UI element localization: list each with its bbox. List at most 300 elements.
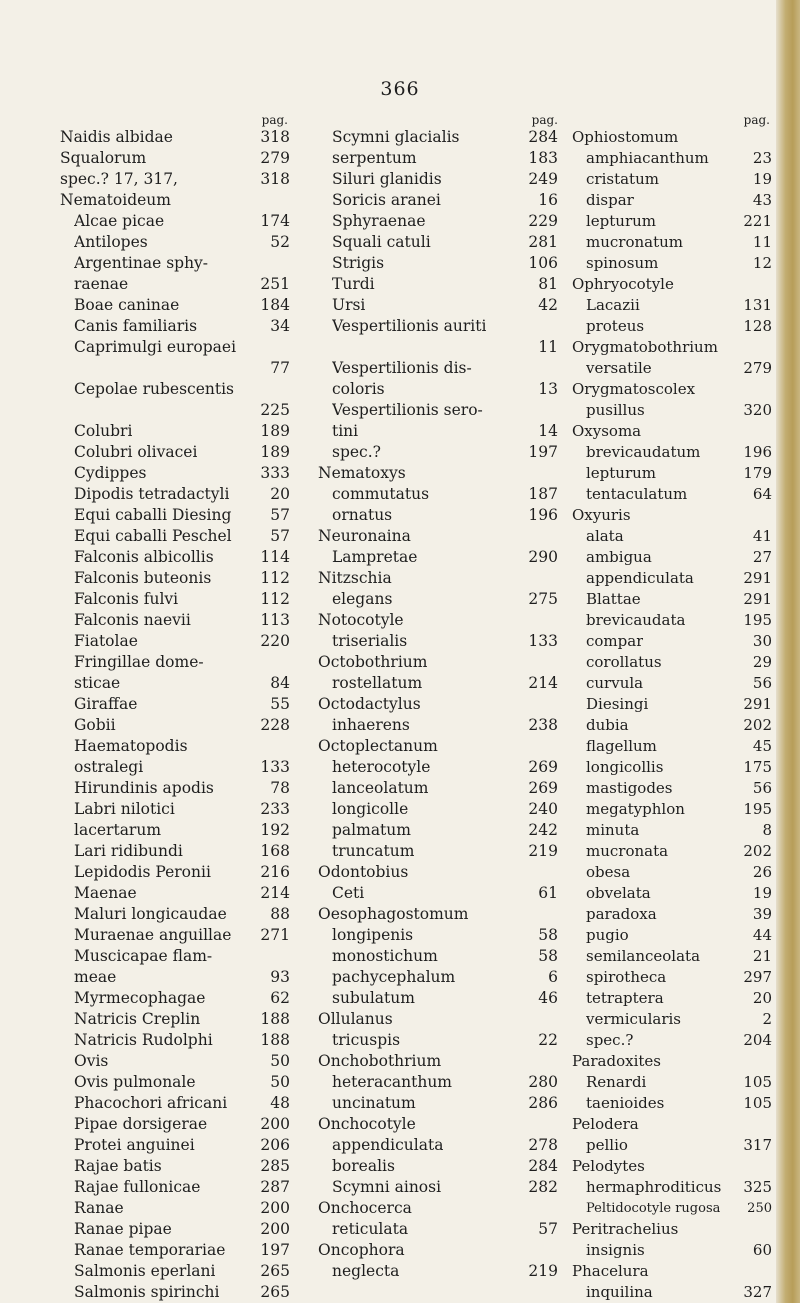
index-entry (60, 799, 290, 820)
index-entry (60, 337, 290, 358)
entry-name: longicollis (586, 758, 664, 776)
pag-header: pag. (743, 113, 770, 127)
entry-page: 106 (528, 254, 558, 272)
index-entry (60, 1177, 290, 1198)
index-column-right (572, 113, 772, 1303)
entry-page: 11 (752, 233, 772, 251)
entry-name: Fiatolae (74, 632, 138, 650)
index-entry (318, 442, 558, 463)
index-entry (318, 337, 558, 358)
entry-name: amphiacanthum (586, 149, 709, 167)
entry-name: spec.? 17, 317, (60, 170, 178, 188)
entry-page: 284 (528, 1157, 558, 1175)
index-entry (318, 400, 558, 421)
entry-page: 317 (743, 1136, 772, 1154)
index-entry (572, 274, 772, 295)
index-entry (60, 841, 290, 862)
entry-page: 27 (752, 548, 772, 566)
entry-page: 269 (528, 758, 558, 776)
index-entry (318, 190, 558, 211)
entry-page: 221 (743, 212, 772, 230)
entry-name: Caprimulgi europaei (74, 338, 237, 356)
entry-name: Lacazii (586, 296, 640, 314)
entry-page: 29 (752, 653, 772, 671)
index-entry (60, 568, 290, 589)
entry-page: 84 (270, 674, 290, 692)
entry-page: 93 (270, 968, 290, 986)
entry-page: 240 (528, 800, 558, 818)
entry-page: 225 (260, 401, 290, 419)
index-entry (572, 1177, 772, 1198)
entry-page: 192 (260, 821, 290, 839)
index-entry (318, 274, 558, 295)
entry-name: Onchocerca (318, 1199, 412, 1217)
entry-page: 26 (752, 863, 772, 881)
entry-page: 251 (260, 275, 290, 293)
index-column-middle (318, 113, 558, 1282)
entry-list (60, 127, 290, 1303)
entry-page: 197 (528, 443, 558, 461)
entry-page: 202 (743, 842, 772, 860)
index-entry (572, 820, 772, 841)
index-entry (572, 694, 772, 715)
entry-page: 325 (743, 1178, 772, 1196)
index-entry (60, 1156, 290, 1177)
entry-page: 77 (270, 359, 290, 377)
index-column-left (60, 113, 290, 1303)
entry-page: 220 (260, 632, 290, 650)
index-entry (318, 148, 558, 169)
entry-name: Onchobothrium (318, 1052, 442, 1070)
index-entry (318, 547, 558, 568)
entry-page: 105 (743, 1094, 772, 1112)
index-entry (60, 442, 290, 463)
index-entry (318, 799, 558, 820)
index-entry (318, 736, 558, 757)
entry-name: Salmonis spirinchi (74, 1283, 220, 1301)
entry-name: Ovis (74, 1052, 109, 1070)
entry-name: semilanceolata (586, 947, 701, 965)
index-entry (60, 358, 290, 379)
entry-page: 112 (260, 569, 290, 587)
entry-page: 228 (260, 716, 290, 734)
entry-name: spec.? (332, 443, 381, 461)
index-entry (60, 1198, 290, 1219)
entry-name: heteracanthum (332, 1073, 453, 1091)
entry-name: Pelodera (572, 1115, 639, 1133)
entry-page: 21 (752, 947, 772, 965)
entry-name: Octodactylus (318, 695, 421, 713)
index-entry (318, 715, 558, 736)
entry-page: 242 (528, 821, 558, 839)
entry-page: 34 (270, 317, 290, 335)
index-entry (572, 1282, 772, 1303)
entry-page: 200 (260, 1199, 290, 1217)
index-entry (60, 1219, 290, 1240)
entry-name: commutatus (332, 485, 430, 503)
entry-name: Nematoxys (318, 464, 406, 482)
index-entry (318, 673, 558, 694)
index-entry (318, 127, 558, 148)
entry-name: Ophiostomum (572, 128, 679, 146)
pag-header: pag. (531, 113, 558, 127)
entry-name: pugio (586, 926, 629, 944)
index-entry (572, 421, 772, 442)
entry-name: Equi caballi Diesing (74, 506, 232, 524)
entry-name: Orygmatoscolex (572, 380, 696, 398)
index-entry (60, 715, 290, 736)
entry-name: subulatum (332, 989, 415, 1007)
entry-name: corollatus (586, 653, 662, 671)
index-entry (572, 715, 772, 736)
entry-name: Vespertilionis dis- (332, 359, 472, 377)
entry-name: hermaphroditicus (586, 1178, 722, 1196)
index-entry (318, 526, 558, 547)
entry-page: 46 (538, 989, 558, 1007)
entry-page: 44 (752, 926, 772, 944)
entry-page: 189 (260, 443, 290, 461)
entry-page: 58 (538, 926, 558, 944)
entry-name: Boae caninae (74, 296, 180, 314)
index-entry (572, 778, 772, 799)
entry-name: Neuronaina (318, 527, 411, 545)
index-entry (572, 295, 772, 316)
entry-page: 279 (260, 149, 290, 167)
index-entry (60, 757, 290, 778)
index-entry (572, 736, 772, 757)
index-entry (60, 169, 290, 190)
entry-name: Vespertilionis auriti (332, 317, 487, 335)
index-entry (572, 1093, 772, 1114)
index-entry (572, 1156, 772, 1177)
entry-name: obesa (586, 863, 631, 881)
entry-page: 61 (538, 884, 558, 902)
entry-page: 2 (762, 1010, 772, 1028)
entry-name: spinosum (586, 254, 659, 272)
entry-name: Dipodis tetradactyli (74, 485, 230, 503)
entry-name: Odontobius (318, 863, 409, 881)
index-entry (60, 295, 290, 316)
entry-page: 13 (538, 380, 558, 398)
index-entry (318, 232, 558, 253)
index-entry (572, 652, 772, 673)
index-entry (60, 253, 290, 274)
entry-name: longicolle (332, 800, 409, 818)
entry-name: spec.? (586, 1031, 634, 1049)
index-entry (572, 253, 772, 274)
index-entry (572, 148, 772, 169)
index-entry (60, 1009, 290, 1030)
entry-name: Octobothrium (318, 653, 428, 671)
index-entry (60, 1114, 290, 1135)
entry-list (318, 127, 558, 1282)
entry-page: 12 (752, 254, 772, 272)
index-entry (60, 820, 290, 841)
entry-name: Lepidodis Peronii (74, 863, 211, 881)
entry-name: Maluri longicaudae (74, 905, 227, 923)
entry-page: 20 (270, 485, 290, 503)
entry-page: 333 (260, 464, 290, 482)
entry-page: 8 (762, 821, 772, 839)
index-entry (572, 127, 772, 148)
entry-name: Oesophagostomum (318, 905, 469, 923)
entry-page: 284 (528, 128, 558, 146)
entry-name: Cydippes (74, 464, 147, 482)
index-entry (572, 904, 772, 925)
index-entry (572, 799, 772, 820)
entry-page: 184 (260, 296, 290, 314)
entry-page: 48 (270, 1094, 290, 1112)
entry-name: lanceolatum (332, 779, 429, 797)
index-entry (318, 1240, 558, 1261)
entry-name: alata (586, 527, 624, 545)
index-entry (318, 904, 558, 925)
entry-name: pachycephalum (332, 968, 456, 986)
index-entry (60, 1135, 290, 1156)
entry-page: 196 (528, 506, 558, 524)
entry-name: Renardi (586, 1073, 647, 1091)
entry-name: lepturum (586, 464, 657, 482)
entry-page: 179 (743, 464, 772, 482)
entry-name: serpentum (332, 149, 417, 167)
entry-page: 52 (270, 233, 290, 251)
index-entry (572, 442, 772, 463)
entry-name: Oxyuris (572, 506, 631, 524)
entry-name: Cepolae rubescentis (74, 380, 235, 398)
index-entry (572, 1240, 772, 1261)
index-entry (318, 820, 558, 841)
entry-name: Pipae dorsigerae (74, 1115, 208, 1133)
entry-name: uncinatum (332, 1094, 416, 1112)
index-entry (572, 1009, 772, 1030)
entry-page: 297 (743, 968, 772, 986)
entry-name: palmatum (332, 821, 411, 839)
entry-name: Naidis albidae (60, 128, 173, 146)
entry-name: insignis (586, 1241, 645, 1259)
index-entry (318, 652, 558, 673)
index-entry (318, 1030, 558, 1051)
entry-page: 16 (538, 191, 558, 209)
entry-page: 6 (548, 968, 558, 986)
entry-name: appendiculata (586, 569, 694, 587)
entry-page: 41 (752, 527, 772, 545)
entry-page: 320 (743, 401, 772, 419)
index-entry (572, 925, 772, 946)
entry-page: 78 (270, 779, 290, 797)
index-entry (60, 862, 290, 883)
index-entry (318, 484, 558, 505)
entry-name: sticae (74, 674, 121, 692)
entry-page: 113 (260, 611, 290, 629)
entry-name: minuta (586, 821, 640, 839)
entry-name: Pelodytes (572, 1157, 645, 1175)
index-entry (318, 463, 558, 484)
entry-name: inquilina (586, 1283, 653, 1301)
entry-name: Giraffae (74, 695, 138, 713)
index-entry (572, 526, 772, 547)
entry-name: pellio (586, 1136, 628, 1154)
entry-name: Natricis Rudolphi (74, 1031, 213, 1049)
index-entry (318, 316, 558, 337)
index-entry (572, 484, 772, 505)
index-entry (572, 169, 772, 190)
index-entry (60, 694, 290, 715)
index-entry (318, 883, 558, 904)
index-entry (60, 127, 290, 148)
entry-page: 196 (743, 443, 772, 461)
entry-page: 318 (260, 128, 290, 146)
index-entry (318, 1156, 558, 1177)
index-entry (318, 925, 558, 946)
entry-page: 282 (528, 1178, 558, 1196)
index-entry (572, 1261, 772, 1282)
entry-name: Paradoxites (572, 1052, 661, 1070)
entry-name: tetraptera (586, 989, 664, 1007)
entry-name: vermicularis (586, 1010, 682, 1028)
entry-page: 175 (743, 758, 772, 776)
entry-name: Lari ridibundi (74, 842, 183, 860)
entry-name: Falconis albicollis (74, 548, 214, 566)
index-entry (572, 211, 772, 232)
entry-name: paradoxa (586, 905, 657, 923)
entry-page: 200 (260, 1115, 290, 1133)
entry-page: 39 (752, 905, 772, 923)
index-entry (572, 379, 772, 400)
entry-name: versatile (586, 359, 652, 377)
entry-page: 20 (752, 989, 772, 1007)
entry-page: 58 (538, 947, 558, 965)
index-entry (318, 169, 558, 190)
entry-page: 19 (752, 884, 772, 902)
entry-page: 250 (747, 1201, 772, 1216)
index-entry (318, 862, 558, 883)
entry-page: 200 (260, 1220, 290, 1238)
index-entry (318, 568, 558, 589)
index-entry (60, 526, 290, 547)
index-entry (60, 148, 290, 169)
entry-page: 187 (528, 485, 558, 503)
entry-name: brevicaudatum (586, 443, 701, 461)
entry-name: Equi caballi Peschel (74, 527, 232, 545)
entry-name: Falconis fulvi (74, 590, 179, 608)
entry-name: Turdi (332, 275, 375, 293)
entry-name: Falconis naevii (74, 611, 191, 629)
entry-name: Scymni glacialis (332, 128, 460, 146)
entry-page: 271 (260, 926, 290, 944)
index-entry (60, 1282, 290, 1303)
entry-name: Ranae temporariae (74, 1241, 226, 1259)
entry-page: 281 (528, 233, 558, 251)
entry-page: 285 (260, 1157, 290, 1175)
index-entry (572, 1051, 772, 1072)
entry-page: 275 (528, 590, 558, 608)
index-entry (60, 484, 290, 505)
entry-page: 280 (528, 1073, 558, 1091)
entry-name: Natricis Creplin (74, 1010, 201, 1028)
index-entry (318, 694, 558, 715)
index-entry (60, 967, 290, 988)
index-entry (60, 1261, 290, 1282)
index-entry (60, 946, 290, 967)
index-entry (572, 1135, 772, 1156)
entry-page: 265 (260, 1283, 290, 1301)
entry-page: 195 (743, 611, 772, 629)
entry-page: 105 (743, 1073, 772, 1091)
entry-name: Maenae (74, 884, 137, 902)
entry-name: tricuspis (332, 1031, 401, 1049)
index-entry (318, 988, 558, 1009)
index-entry (318, 967, 558, 988)
entry-name: Onchocotyle (318, 1115, 416, 1133)
entry-name: ostralegi (74, 758, 144, 776)
entry-page: 114 (260, 548, 290, 566)
entry-name: Orygmatobothrium (572, 338, 718, 356)
entry-name: Squali catuli (332, 233, 431, 251)
entry-name: spirotheca (586, 968, 667, 986)
entry-page: 23 (752, 149, 772, 167)
entry-name: Fringillae dome- (74, 653, 204, 671)
entry-page: 219 (528, 1262, 558, 1280)
index-entry (60, 505, 290, 526)
index-entry (318, 589, 558, 610)
index-entry (60, 547, 290, 568)
entry-page: 233 (260, 800, 290, 818)
index-entry (318, 631, 558, 652)
entry-name: tentaculatum (586, 485, 688, 503)
entry-page: 14 (538, 422, 558, 440)
entry-page: 229 (528, 212, 558, 230)
entry-page: 265 (260, 1262, 290, 1280)
entry-page: 168 (260, 842, 290, 860)
entry-page: 195 (743, 800, 772, 818)
entry-name: Scymni ainosi (332, 1178, 442, 1196)
entry-page: 62 (270, 989, 290, 1007)
index-entry (60, 232, 290, 253)
entry-name: Canis familiaris (74, 317, 198, 335)
entry-name: Argentinae sphy- (74, 254, 209, 272)
entry-page: 278 (528, 1136, 558, 1154)
entry-page: 57 (270, 506, 290, 524)
index-entry (572, 358, 772, 379)
entry-name: meae (74, 968, 117, 986)
index-entry (318, 358, 558, 379)
entry-name: elegans (332, 590, 393, 608)
index-entry (60, 652, 290, 673)
entry-name: Ollulanus (318, 1010, 393, 1028)
index-entry (318, 295, 558, 316)
entry-name: Squalorum (60, 149, 147, 167)
entry-name: brevicaudata (586, 611, 686, 629)
entry-page: 128 (743, 317, 772, 335)
index-entry (318, 1114, 558, 1135)
entry-page: 11 (538, 338, 558, 356)
entry-name: Hirundinis apodis (74, 779, 214, 797)
entry-page: 64 (752, 485, 772, 503)
index-entry (60, 211, 290, 232)
entry-name: Haematopodis (74, 737, 188, 755)
index-entry (60, 274, 290, 295)
entry-name: reticulata (332, 1220, 409, 1238)
entry-name: Rajae fullonicae (74, 1178, 201, 1196)
entry-name: coloris (332, 380, 385, 398)
index-entry (572, 883, 772, 904)
entry-page: 42 (538, 296, 558, 314)
entry-name: Ceti (332, 884, 365, 902)
entry-page: 214 (528, 674, 558, 692)
index-entry (318, 1072, 558, 1093)
entry-page: 249 (528, 170, 558, 188)
entry-name: Colubri olivacei (74, 443, 198, 461)
